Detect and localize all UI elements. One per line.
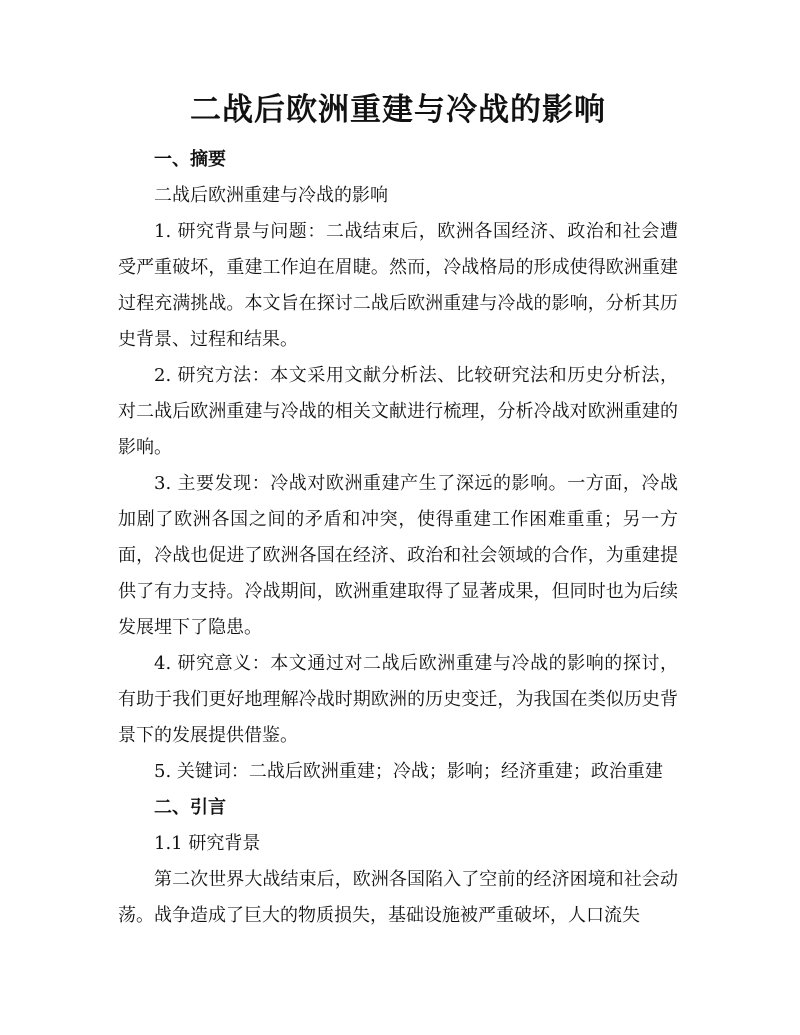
abstract-title: 二战后欧洲重建与冷战的影响 xyxy=(154,185,388,206)
document-title: 二战后欧洲重建与冷战的影响 xyxy=(190,92,606,128)
document-page xyxy=(118,88,678,934)
abstract-item-background: 1. 研究背景与问题：二战结束后，欧洲各国经济、政治和社会遭受严重破坏，重建工作迫在眉睫。然而，冷战格局的形成使得欧洲重建过程充满挑战。本文旨在探讨二战后欧洲重建与冷战的影响，分析其历史背景、过程和结果。 xyxy=(118,221,678,350)
subsection-heading-research-background: 1.1 研究背景 xyxy=(154,833,261,854)
abstract-item-keywords: 5. 关键词：二战后欧洲重建；冷战；影响；经济重建；政治重建 xyxy=(154,761,663,782)
section-heading-introduction: 二、引言 xyxy=(154,797,226,818)
abstract-item-findings: 3. 主要发现：冷战对欧洲重建产生了深远的影响。一方面，冷战加剧了欧洲各国之间的矛盾和冲突，使得重建工作困难重重；另一方面，冷战也促进了欧洲各国在经济、政治和社会领域的合作，为重建提供了有力支持。冷战期间，欧洲重建取得了显著成果，但同时也为后续发展埋下了隐患。 xyxy=(118,473,678,638)
abstract-item-methods: 2. 研究方法：本文采用文献分析法、比较研究法和历史分析法，对二战后欧洲重建与冷战的相关文献进行梳理，分析冷战对欧洲重建的影响。 xyxy=(118,365,678,458)
intro-paragraph: 第二次世界大战结束后，欧洲各国陷入了空前的经济困境和社会动荡。战争造成了巨大的物质损失，基础设施被严重破坏，人口流失 xyxy=(118,869,678,926)
abstract-item-significance: 4. 研究意义：本文通过对二战后欧洲重建与冷战的影响的探讨，有助于我们更好地理解冷战时期欧洲的历史变迁，为我国在类似历史背景下的发展提供借鉴。 xyxy=(118,653,678,746)
section-heading-abstract: 一、摘要 xyxy=(154,149,226,170)
